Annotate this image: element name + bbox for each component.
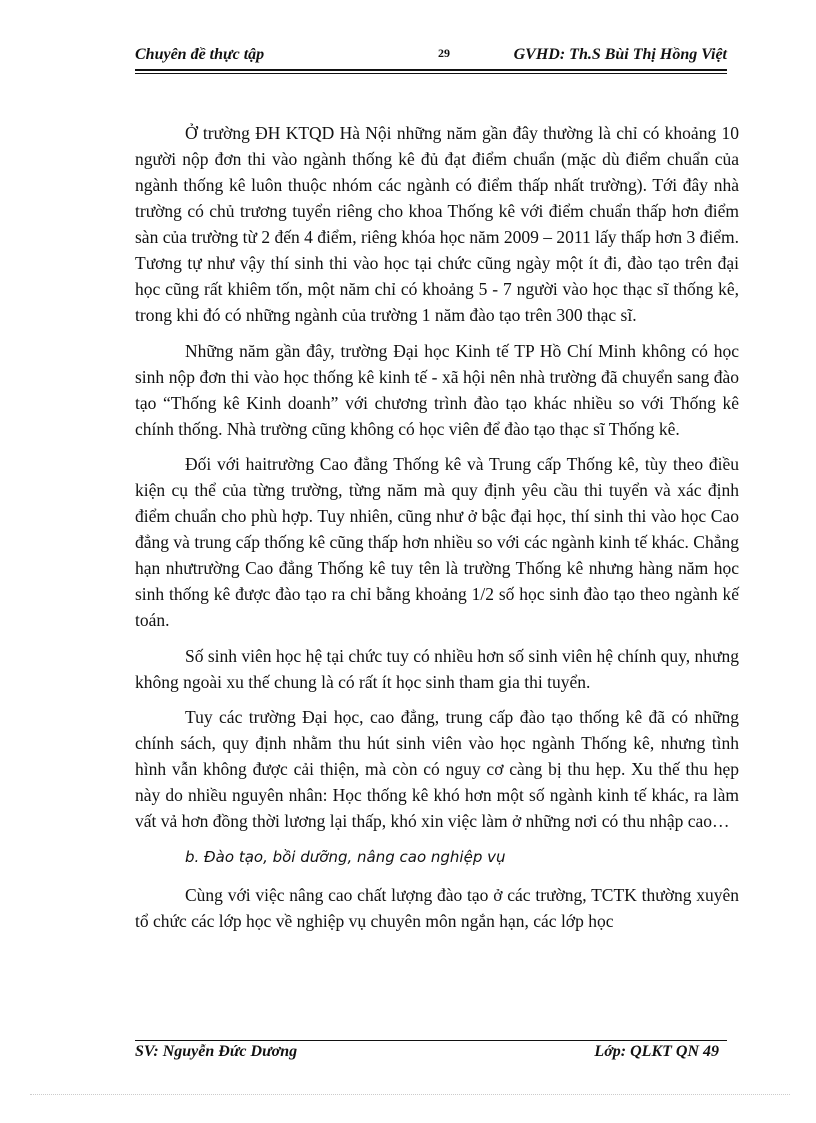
page-footer	[135, 1043, 727, 1067]
body-text	[135, 120, 739, 943]
footer-rule	[135, 1040, 727, 1041]
header-rule	[135, 69, 727, 71]
page-number: 29	[438, 46, 450, 60]
footer-student: SV: Nguyễn Đức Dương	[135, 1043, 298, 1060]
page-edge	[30, 1094, 790, 1095]
paragraph: Ở trường ĐH KTQD Hà Nội những năm gần đây thường là chỉ có khoảng 10 người nộp đơn thi vào ngành thống kê đủ đạt điểm chuẩn (mặc dù điểm chuẩn của ngành thống kê luôn thuộc nhóm các ngành có điểm thấp nhất trường). Tới đây nhà trường có chủ trương tuyển riêng cho khoa Thống kê với điểm chuẩn thấp hơn điểm sàn của trường từ 2 đến 4 điểm, riêng khóa học năm 2009 – 2011 lấy thấp hơn 3 điểm. Tương tự như vậy thí sinh thi vào học tại chức cũng ngày một ít đi, đào tạo trên đại học cũng rất khiêm tốn, một năm chỉ có khoảng 5 - 7 người vào học thạc sĩ thống kê, trong khi đó có những ngành của trường 1 năm đào tạo trên 300 thạc sĩ.	[135, 123, 739, 325]
footer-class: Lớp: QLKT QN 49	[594, 1043, 719, 1060]
paragraph: Cùng với việc nâng cao chất lượng đào tạo ở các trường, TCTK thường xuyên tổ chức các lớp học về nghiệp vụ chuyên môn ngắn hạn, các lớp học	[135, 884, 739, 931]
header-advisor: GVHD: Th.S Bùi Thị Hồng Việt	[513, 46, 727, 63]
header-title: Chuyên đề thực tập	[135, 46, 265, 63]
page-header	[135, 44, 727, 70]
header-rule-thin	[135, 73, 727, 74]
paragraph: Đối với haitrường Cao đẳng Thống kê và Trung cấp Thống kê, tùy theo điều kiện cụ thể của từng trường, từng năm mà quy định yêu cầu thi tuyển và xác định điểm chuẩn cho phù hợp. Tuy nhiên, cũng như ở bậc đại học, thí sinh thi vào học Cao đẳng và trung cấp thống kê cũng thấp hơn nhiều so với các ngành kinh tế khác. Chẳng hạn nhưtrường Cao đẳng Thống kê tuy tên là trường Thống kê nhưng hàng năm học sinh thống kê được đào tạo ra chỉ bằng khoảng 1/2 số học sinh đào tạo theo ngành kế toán.	[135, 454, 739, 630]
section-subheading: b. Đào tạo, bồi dưỡng, nâng cao nghiệp vụ	[185, 847, 506, 866]
paragraph: Những năm gần đây, trường Đại học Kinh tế TP Hồ Chí Minh không có học sinh nộp đơn thi vào học thống kê kinh tế - xã hội nên nhà trường đã chuyển sang đào tạo “Thống kê Kinh doanh” với chương trình đào tạo khác nhiều so với Thống kê chính thống. Nhà trường cũng không có học viên để đào tạo thạc sĩ Thống kê.	[135, 340, 739, 439]
paragraph: Tuy các trường Đại học, cao đẳng, trung cấp đào tạo thống kê đã có những chính sách, quy định nhằm thu hút sinh viên vào học ngành Thống kê, nhưng tình hình vẫn không được cải thiện, mà còn có nguy cơ càng bị thu hẹp. Xu thế thu hẹp này do nhiều nguyên nhân: Học thống kê khó hơn một số ngành kinh tế khác, ra làm vất vả hơn đồng thời lương lại thấp, khó xin việc làm ở những nơi có thu nhập cao…	[135, 707, 739, 831]
paragraph: Số sinh viên học hệ tại chức tuy có nhiều hơn số sinh viên hệ chính quy, nhưng không ngoài xu thế chung là có rất ít học sinh tham gia thi tuyển.	[135, 645, 739, 692]
